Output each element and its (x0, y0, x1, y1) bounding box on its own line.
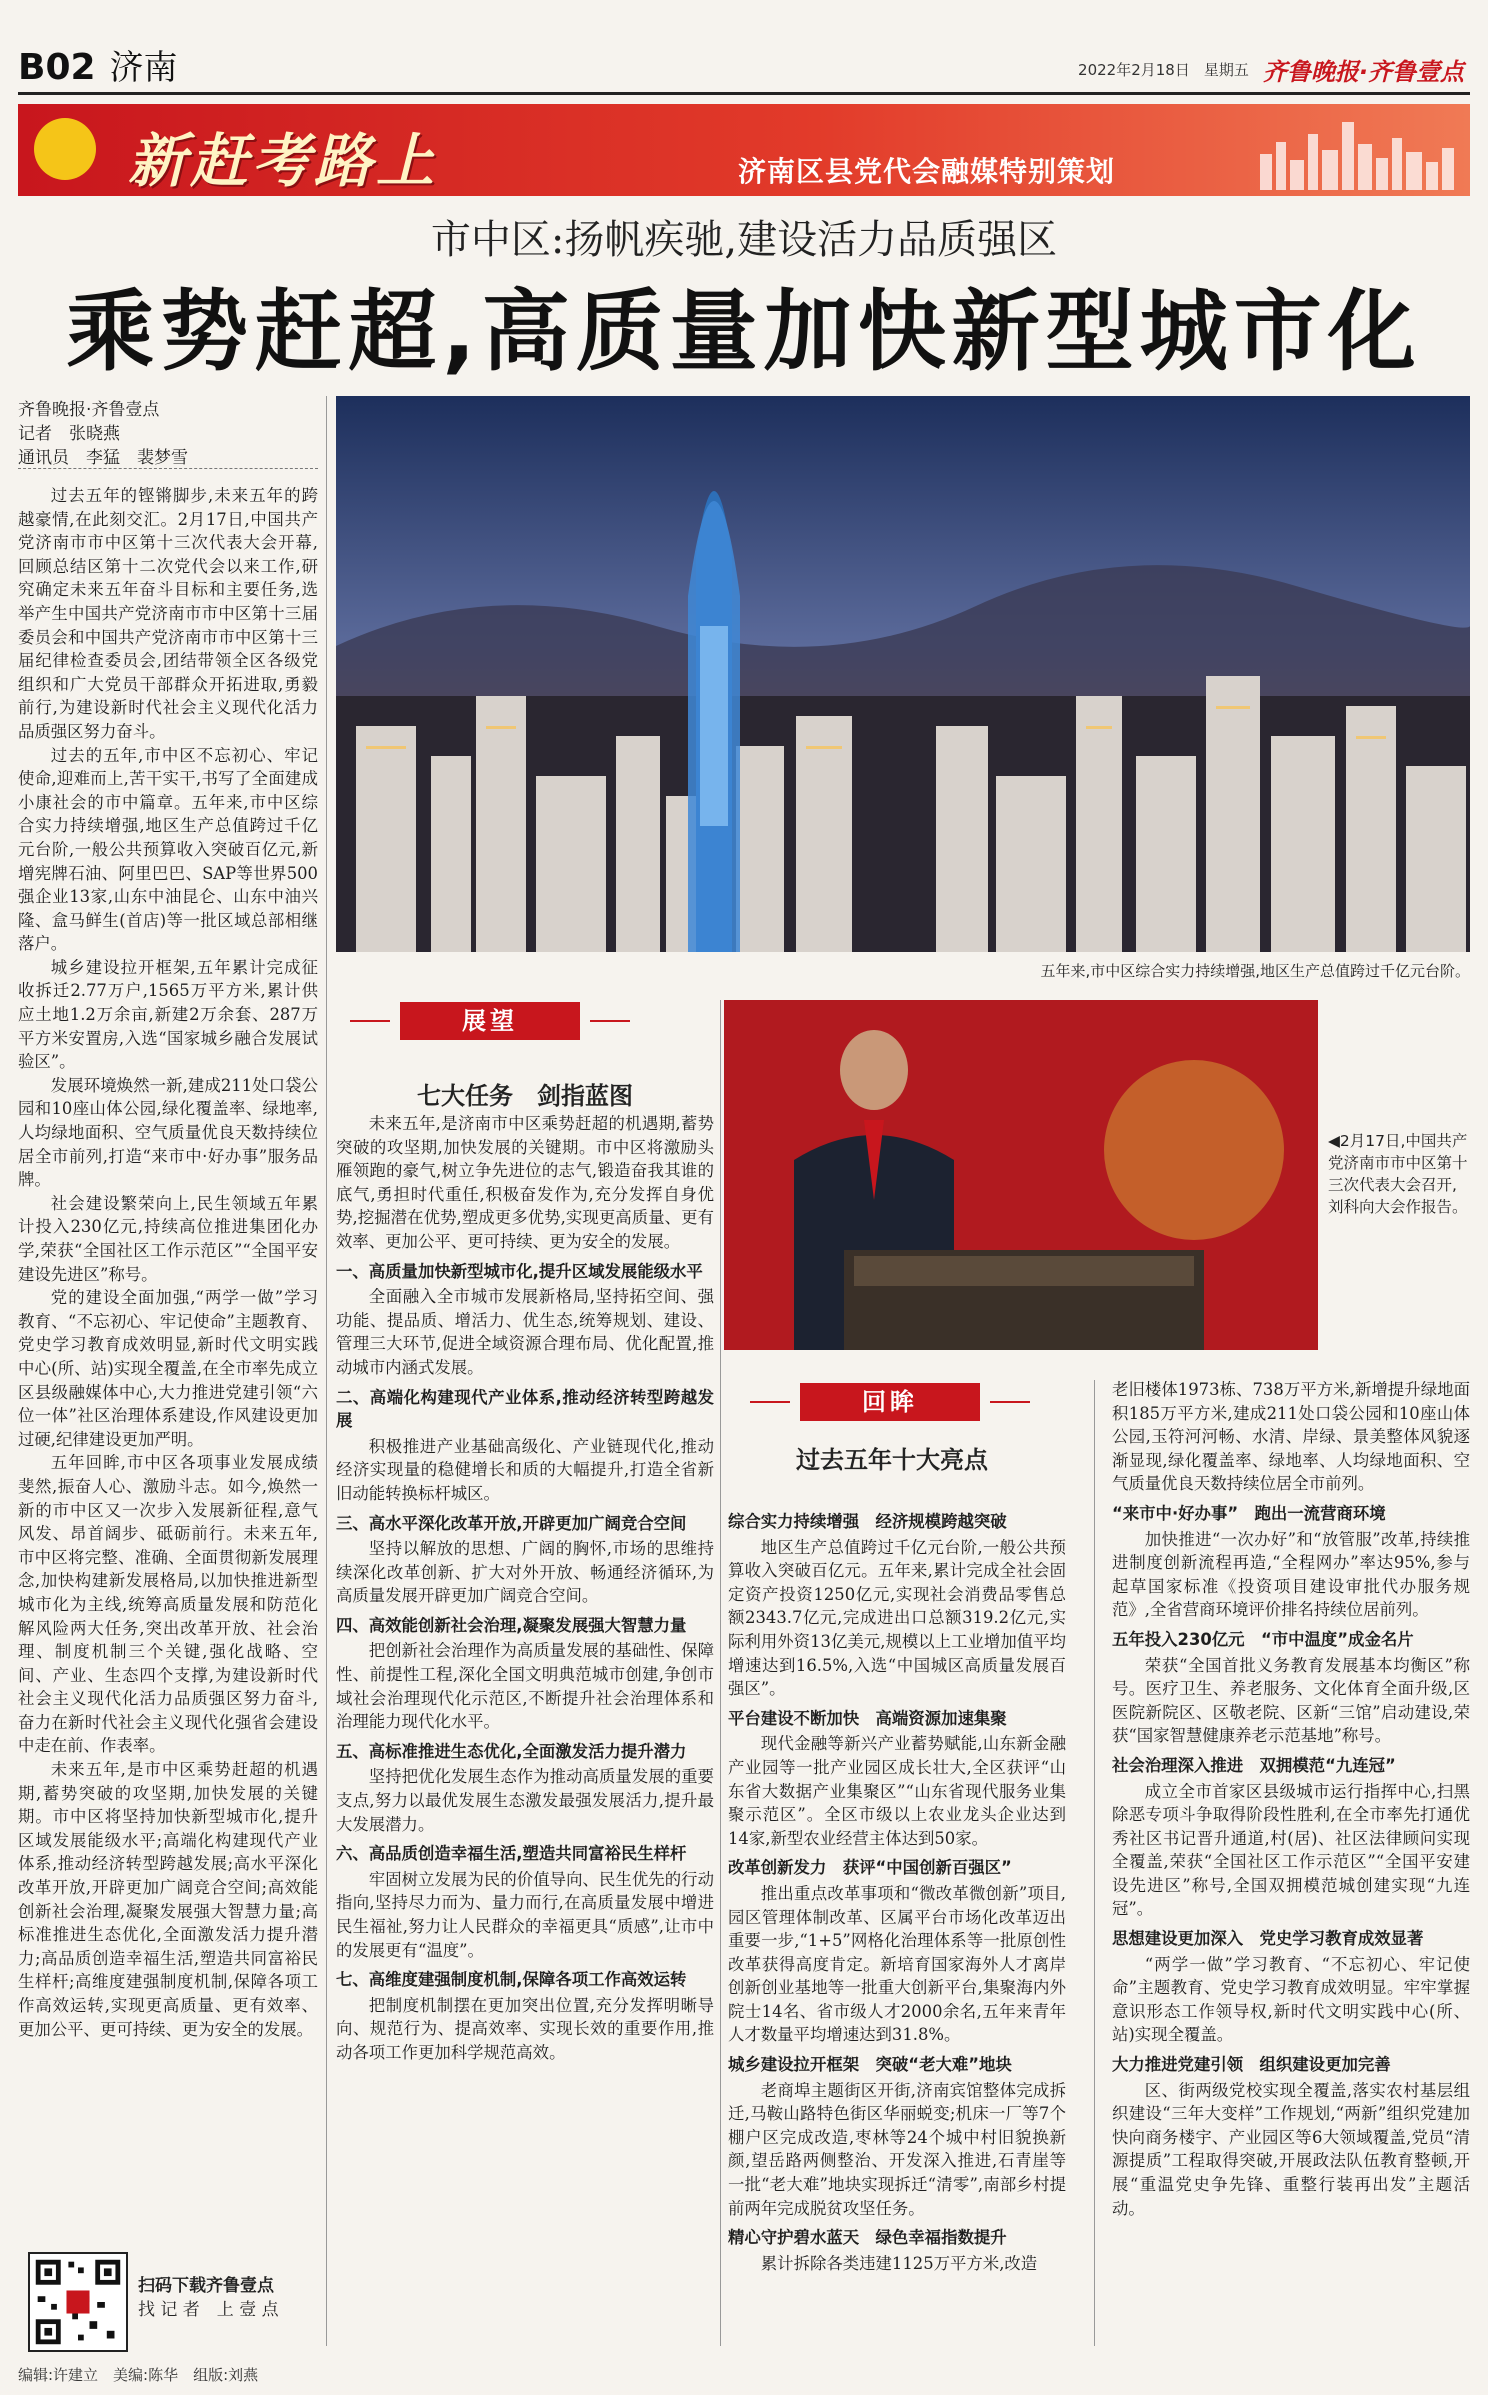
lead-paragraph: 过去五年的铿锵脚步,未来五年的跨越豪情,在此刻交汇。2月17日,中国共产党济南市市中区第十三次代表大会开幕,回顾总结区第十二次党代会以来工作,研究确定未来五年奋斗目标和主要任务,选举产生中国共产党济南市市中区第十三届委员会和中国共产党济南市市中区第十三届纪律检查委员会,团结带领全区各级党组织和广大党员干部群众开拓进取,勇毅前行,为建设新时代社会主义现代化活力品质强区努力奋斗。 (18, 486, 318, 741)
task-heading: 六、高品质创造幸福生活,塑造共同富裕民生样杆 (336, 1844, 687, 1864)
banner-title: 新赶考路上 (128, 127, 439, 195)
task-heading: 一、高质量加快新型城市化,提升区域发展能级水平 (336, 1261, 703, 1281)
lead-paragraph: 五年回眸,市中区各项事业发展成绩斐然,振奋人心、激励斗志。如今,焕然一新的市中区又一次步入发展新征程,意气风发、昂首阔步、砥砺前行。未来五年,市中区将完整、准确、全面贯彻新发展理念,加快构建新发展格局,以加快推进新型城市化为主线,统筹高质量发展和防范化解风险两大任务,突出改革开放、社会治理、制度机制三个关键,强化战略、空间、产业、生态四个支撑,为建设新时代社会主义现代化活力品质强区努力奋斗,奋力在新时代社会主义现代化强省会建设中走在前、作表率。 (18, 1453, 318, 1756)
brand-logo: 齐鲁晚报·齐鲁壹点 (1262, 58, 1464, 86)
highlight-heading: 综合实力持续增强 经济规模跨越突破 (728, 1512, 1007, 1531)
header-rule (18, 92, 1470, 95)
lead-column (18, 484, 318, 2041)
task-heading: 七、高维度建强制度机制,保障各项工作高效运转 (336, 1970, 687, 1990)
highlight-body: 加快推进“一次办好”和“放管服”改革,持续推进制度创新流程再造,“全程网办”率达95%,参与起草国家标准《投资项目建设审批代办服务规范》,全省营商环境评价排名持续位居前列。 (1112, 1529, 1470, 1620)
highlight-heading: 精心守护碧水蓝天 绿色幸福指数提升 (728, 2228, 1007, 2248)
task-body: 把制度机制摆在更加突出位置,充分发挥明晰导向、规范行为、提高效率、实现长效的重要作用,推动各项工作更加科学规范高效。 (336, 1995, 714, 2062)
column-divider (1094, 1380, 1095, 2346)
byline (18, 398, 318, 470)
article-subhead: 市中区:扬帆疾驰,建设活力品质强区 (430, 217, 1058, 263)
photo-caption: ◀2月17日,中国共产党济南市市中区第十三次代表大会召开,刘科向大会作报告。 (1328, 1132, 1468, 1216)
lead-paragraph: 发展环境焕然一新,建成211处口袋公园和10座山体公园,绿化覆盖率、绿地率,人均绿地面积、空气质量优良天数持续位居全市前列,打造“来市中·好办事”服务品牌。 (18, 1075, 318, 1190)
highlight-body: 地区生产总值跨过千亿元台阶,一般公共预算收入突破百亿元。五年来,累计完成全社会固定资产投资1250亿元,实现社会消费品零售总额2343.7亿元,完成进出口总额319.2亿元,实际利用外资13亿美元,规模以上工业增加值平均增速达到16.5%,入选“中国城区高质量发展百强区”。 (728, 1537, 1066, 1699)
highlight-body: 累计拆除各类违建1125万平方米,改造 (760, 2253, 1038, 2273)
article-headline: 乘势赶超,高质量加快新型城市化 (66, 280, 1422, 383)
lead-paragraph: 过去的五年,市中区不忘初心、牢记使命,迎难而上,苦干实干,书写了全面建成小康社会的市中篇章。五年来,市中区综合实力持续增强,地区生产总值跨过千亿元台阶,一般公共预算收入突破百亿元,新增宪牌石油、阿里巴巴、SAP等世界500强企业13家,山东中油昆仑、山东中油兴隆、盒马鲜生(首店)等一批区域总部相继落户。 (18, 745, 318, 954)
party-emblem-icon (34, 118, 96, 180)
highlight-body: 成立全市首家区县级城市运行指挥中心,扫黑除恶专项斗争取得阶段性胜利,在全市率先打通优秀社区书记晋升通道,村(居)、社区法律顾问实现全覆盖,荣获“全国社区工作示范区”“全国平安建设先进区”称号,全国双拥模范城创建实现“九连冠”。 (1112, 1781, 1470, 1919)
outlook-intro: 未来五年,是济南市中区乘势赶超的机遇期,蓄势突破的攻坚期,加快发展的关键期。市中区将激励头雁领跑的豪气,树立争先进位的志气,锻造奋我其谁的底气,勇担时代重任,积极奋发作为,充分发挥自身优势,挖掘潜在优势,塑成更多优势,实现更高质量、更有效率、更加公平、更可持续、更为安全的发展。 (336, 1114, 714, 1251)
highlight-body: “两学一做”学习教育、“不忘初心、牢记使命”主题教育、党史学习教育成效明显。牢牢掌握意识形态工作领导权,新时代文明实践中心(所、站)实现全覆盖。 (1112, 1954, 1470, 2045)
highlight-heading: “来市中·好办事” 跑出一流营商环境 (1112, 1503, 1386, 1523)
highlight-body: 老商埠主题街区开街,济南宾馆整体完成拆迁,马鞍山路特色街区华丽蜕变;机床一厂等7个棚户区完成改造,枣林等24个城中村旧貌换新颜,望岳路两侧整治、开发深入推进,石青崖等一批“老大难”地块实现拆迁“清零”,南部乡村提前两年完成脱贫攻坚任务。 (728, 2080, 1066, 2218)
lead-paragraph: 党的建设全面加强,“两学一做”学习教育、“不忘初心、牢记使命”主题教育、党史学习教育成效明显,新时代文明实践中心(所、站)实现全覆盖,在全市率先成立区县级融媒体中心,大力推进党建引领“六位一体”社区治理体系建设,作风建设更加过硬,纪律建设更加严明。 (18, 1288, 318, 1449)
highlight-heading: 思想建设更加深入 党史学习教育成效显著 (1112, 1929, 1424, 1949)
city-night-photo (336, 396, 1470, 952)
highlight-body: 现代金融等新兴产业蓄势赋能,山东新金融产业园等一批产业园区成长壮大,全区获评“山东省大数据产业集聚区”“山东省现代服务业集聚示范区”。全区市级以上农业龙头企业达到14家,新型农业经营主体达到50家。 (728, 1734, 1066, 1848)
task-body: 坚持以解放的思想、广阔的胸怀,市场的思维持续深化改革创新、扩大对外开放、畅通经济循环,为高质量发展开辟更加广阔竞合空间。 (336, 1539, 714, 1606)
task-heading: 三、高水平深化改革开放,开辟更加广阔竞合空间 (336, 1513, 687, 1533)
highlight-heading: 城乡建设拉开框架 突破“老大难”地块 (728, 2055, 1012, 2075)
banner-subtitle: 济南区县党代会融媒特别策划 (738, 155, 1116, 188)
highlight-heading: 改革创新发力 获评“中国创新百强区” (728, 1858, 1012, 1878)
section-city: 济南 (109, 48, 178, 88)
task-body: 坚持把优化发展生态作为推动高质量发展的重要支点,努力以最优发展生态激发最强发展活力,提升最大发展潜力。 (336, 1767, 714, 1834)
issue-date: 2022年2月18日 (1078, 61, 1190, 79)
review-left-column (728, 1504, 1066, 2275)
task-body: 牢固树立发展为民的价值导向、民生优先的行动指向,坚持尽力而为、量力而行,在高质量发展中增进民生福祉,努力让人民群众的幸福更具“质感”,让市中的发展更有“温度”。 (336, 1869, 714, 1960)
highlight-body: 区、街两级党校实现全覆盖,落实农村基层组织建设“三年大变样”工作规划,“两新”组织党建加快向商务楼宇、产业园区等6大领域覆盖,党员“清源提质”工程取得突破,开展政法队伍教育整顿,开展“重温党史争先锋、重整行装再出发”主题活动。 (1112, 2080, 1470, 2218)
column-divider (720, 1000, 721, 2346)
feature-banner (18, 104, 1470, 196)
section-badge-outlook: 展望 (400, 1002, 580, 1040)
photo-caption: 五年来,市中区综合实力持续增强,地区生产总值跨过千亿元台阶。 (1040, 962, 1470, 980)
skyline-icon (1250, 114, 1460, 190)
section-badge-review: 回眸 (800, 1383, 980, 1421)
highlight-body: 老旧楼体1973栋、738万平方米,新增提升绿地面积185万平方米,建成211处口袋公园和10座山体公园,玉符河河畅、水清、岸绿、景美整体风貌逐渐显现,绿化覆盖率、绿地率、人均绿地面积、空气质量优良天数持续位居全市前列。 (1112, 1380, 1470, 1494)
task-body: 积极推进产业基础高级化、产业链现代化,推动经济实现量的稳健增长和质的大幅提升,打造全省新旧动能转换标杆城区。 (336, 1436, 714, 1503)
review-title: 过去五年十大亮点 (796, 1446, 988, 1474)
highlight-heading: 平台建设不断加快 高端资源加速集聚 (728, 1708, 1007, 1728)
highlight-body: 荣获“全国首批义务教育发展基本均衡区”称号。医疗卫生、养老服务、文化体育全面升级,区医院新院区、区敬老院、区新“三馆”启动建设,荣获“国家智慧健康养老示范基地”称号。 (1112, 1655, 1470, 1746)
task-heading: 二、高端化构建现代产业体系,推动经济转型跨越发展 (336, 1387, 714, 1431)
qr-code-icon[interactable] (28, 2252, 128, 2352)
editor-credits: 编辑:许建立 美编:陈华 组版:刘燕 (18, 2366, 259, 2384)
task-body: 全面融入全市城市发展新格局,坚持拓空间、强功能、提品质、增活力、优生态,统筹规划、建设、管理三大环节,促进全域资源合理布局、优化配置,推动城市内涵式发展。 (336, 1287, 714, 1377)
review-right-column (1112, 1378, 1470, 2220)
outlook-column (336, 1112, 714, 2065)
qr-caption (138, 2274, 328, 2322)
highlight-heading: 大力推进党建引领 组织建设更加完善 (1112, 2055, 1391, 2075)
speaker-photo (724, 1000, 1318, 1350)
column-divider (326, 396, 327, 2346)
lead-paragraph: 社会建设繁荣向上,民生领域五年累计投入230亿元,持续高位推进集团化办学,荣获“全国社区工作示范区”“全国平安建设先进区”称号。 (18, 1193, 318, 1284)
qr-caption-line: 扫码下载齐鲁壹点 (138, 2276, 274, 2296)
page-number (18, 40, 178, 89)
outlook-title: 七大任务 剑指蓝图 (417, 1082, 633, 1110)
byline-divider (18, 468, 318, 469)
byline-source: 齐鲁晚报·齐鲁壹点 (18, 400, 160, 420)
highlight-heading: 社会治理深入推进 双拥模范“九连冠” (1112, 1755, 1396, 1775)
issue-weekday: 星期五 (1203, 61, 1249, 79)
lead-paragraph: 城乡建设拉开框架,五年累计完成征收拆迁2.77万户,1565万平方米,累计供应土地1.2万余亩,新建2万余套、287万平方米安置房,入选“国家城乡融合发展试验区”。 (18, 957, 318, 1072)
highlight-heading: 五年投入230亿元 “市中温度”成金名片 (1112, 1629, 1414, 1649)
highlight-body: 推出重点改革事项和“微改革微创新”项目,园区管理体制改革、区属平台市场化改革迈出重要一步,“1+5”网格化治理体系等一批原创性改革获得高度肯定。新培育国家海外人才离岸创新创业基地等一批重大创新平台,集聚海内外院士14名、省市级人才2000余名,五年来青年人才数量平均增速达到31.8%。 (728, 1883, 1066, 2045)
header-meta (1078, 52, 1464, 87)
qr-caption-line: 找 记 者 上 壹 点 (138, 2300, 279, 2320)
task-body: 把创新社会治理作为高质量发展的基础性、保障性、前提性工程,深化全国文明典范城市创建,争创市域社会治理现代化示范区,不断提升社会治理体系和治理能力现代化水平。 (336, 1641, 714, 1732)
page-label: B02 (18, 47, 96, 88)
lead-paragraph: 未来五年,是市中区乘势赶超的机遇期,蓄势突破的攻坚期,加快发展的关键期。市中区将坚持加快新型城市化,提升区域发展能级水平;高端化构建现代产业体系,推动经济转型跨越发展;高水平深化改革开放,开辟更加广阔竞合空间;高效能创新社会治理,凝聚发展强大智慧力量;高标准推进生态优化,全面激发活力提升潜力;高品质创造幸福生活,塑造共同富裕民生样杆;高维度建强制度机制,保障各项工作高效运转,实现更高质量、更有效率、更加公平、更可持续、更为安全的发展。 (18, 1760, 318, 2039)
byline-correspondents: 通讯员 李猛 裴梦雪 (18, 448, 188, 468)
task-heading: 五、高标准推进生态优化,全面激发活力提升潜力 (336, 1741, 687, 1761)
task-heading: 四、高效能创新社会治理,凝聚发展强大智慧力量 (336, 1615, 687, 1635)
byline-reporter: 记者 张晓燕 (18, 424, 120, 444)
